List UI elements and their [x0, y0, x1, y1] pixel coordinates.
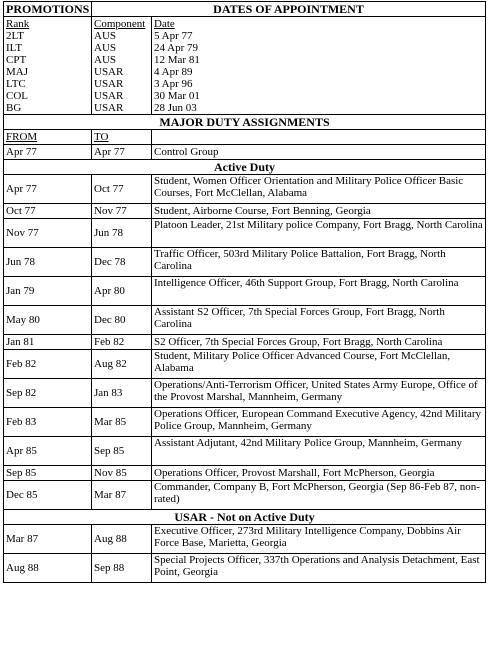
assignment-record	[3, 1, 485, 583]
active-duty-title: Active Duty	[4, 160, 486, 175]
to-header: TO	[92, 130, 152, 145]
assignment-desc: Executive Officer, 273rd Military Intelligence Company, Dobbins Air Force Base, Marietta, Georgia	[152, 525, 486, 554]
assignment-from: Jun 78	[4, 248, 92, 277]
component-cell: USAR	[94, 102, 124, 114]
assignment-desc: Traffic Officer, 503rd Military Police Battalion, Fort Bragg, North Carolina	[152, 248, 486, 277]
assignment-to: Dec 78	[92, 248, 152, 277]
assignment-from: Apr 77	[4, 175, 92, 204]
assignments-title: MAJOR DUTY ASSIGNMENTS	[4, 115, 486, 130]
date-cell: 3 Apr 96	[154, 78, 193, 90]
date-cell: 24 Apr 79	[154, 42, 198, 54]
usar-title: USAR - Not on Active Duty	[4, 510, 486, 525]
rank-cell: COL	[6, 90, 28, 102]
assignment-from: Aug 88	[4, 554, 92, 583]
assignment-to: Aug 82	[92, 350, 152, 379]
component-cell: USAR	[94, 78, 124, 90]
date-cell: 28 Jun 03	[154, 102, 197, 114]
rank-cell: 2LT	[6, 30, 24, 42]
assignment-desc: Assistant S2 Officer, 7th Special Forces Group, Fort Bragg, North Carolina	[152, 306, 486, 335]
assignment-from: Jan 81	[4, 335, 92, 350]
assignment-desc: Student, Military Police Officer Advanced Course, Fort McClellan, Alabama	[152, 350, 486, 379]
control-desc: Control Group	[152, 145, 486, 160]
component-cell: AUS	[94, 54, 117, 66]
rank-cell: LTC	[6, 78, 26, 90]
assignment-desc: Assistant Adjutant, 42nd Military Police Group, Mannheim, Germany	[152, 437, 486, 466]
component-cell: USAR	[94, 90, 124, 102]
component-header: Component	[94, 18, 146, 30]
date-header: Date	[154, 18, 175, 30]
assignment-from: May 80	[4, 306, 92, 335]
rank-header: Rank	[6, 18, 30, 30]
component-cell: AUS	[94, 42, 117, 54]
assignment-from: Apr 85	[4, 437, 92, 466]
assignment-from: Sep 85	[4, 466, 92, 481]
rank-cell: MAJ	[6, 66, 29, 78]
assignment-to: Apr 80	[92, 277, 152, 306]
assignment-to: Dec 80	[92, 306, 152, 335]
component-column	[92, 17, 152, 115]
assignment-from: Mar 87	[4, 525, 92, 554]
dates-title: DATES OF APPOINTMENT	[92, 2, 486, 17]
assignment-from: Feb 83	[4, 408, 92, 437]
date-column	[152, 17, 486, 115]
assignment-to: Sep 88	[92, 554, 152, 583]
assignment-to: Nov 85	[92, 466, 152, 481]
assignment-to: Jan 83	[92, 379, 152, 408]
assignment-desc: Student, Women Officer Orientation and Military Police Officer Basic Courses, Fort McClellan, Alabama	[152, 175, 486, 204]
assignment-from: Sep 82	[4, 379, 92, 408]
rank-cell: BG	[6, 102, 22, 114]
assignment-desc: Commander, Company B, Fort McPherson, Georgia (Sep 86-Feb 87, non-rated)	[152, 481, 486, 510]
assignment-to: Nov 77	[92, 204, 152, 219]
date-cell: 4 Apr 89	[154, 66, 193, 78]
assignment-from: Jan 79	[4, 277, 92, 306]
control-to: Apr 77	[92, 145, 152, 160]
assignment-to: Sep 85	[92, 437, 152, 466]
assignment-desc: S2 Officer, 7th Special Forces Group, Fort Bragg, North Carolina	[152, 335, 486, 350]
assignment-to: Oct 77	[92, 175, 152, 204]
assignment-from: Nov 77	[4, 219, 92, 248]
assignment-to: Mar 87	[92, 481, 152, 510]
assignment-from: Oct 77	[4, 204, 92, 219]
date-cell: 5 Apr 77	[154, 30, 193, 42]
assignment-desc: Student, Airborne Course, Fort Benning, Georgia	[152, 204, 486, 219]
record-table	[3, 1, 486, 583]
promotions-title: PROMOTIONS	[4, 2, 92, 17]
assignment-desc: Operations/Anti-Terrorism Officer, United States Army Europe, Office of the Provost Marshal, Mannheim, Germany	[152, 379, 486, 408]
header-spacer	[152, 130, 486, 145]
assignment-desc: Operations Officer, Provost Marshall, Fort McPherson, Georgia	[152, 466, 486, 481]
assignment-from: Feb 82	[4, 350, 92, 379]
assignment-desc: Special Projects Officer, 337th Operations and Analysis Detachment, East Point, Georgia	[152, 554, 486, 583]
assignment-to: Mar 85	[92, 408, 152, 437]
date-cell: 12 Mar 81	[154, 54, 200, 66]
rank-cell: ILT	[6, 42, 23, 54]
assignment-to: Jun 78	[92, 219, 152, 248]
rank-cell: CPT	[6, 54, 27, 66]
assignment-desc: Operations Officer, European Command Executive Agency, 42nd Military Police Group, Mannheim, Germany	[152, 408, 486, 437]
date-cell: 30 Mar 01	[154, 90, 200, 102]
component-cell: AUS	[94, 30, 117, 42]
from-header: FROM	[4, 130, 92, 145]
assignment-from: Dec 85	[4, 481, 92, 510]
rank-column	[4, 17, 92, 115]
control-from: Apr 77	[4, 145, 92, 160]
assignment-desc: Intelligence Officer, 46th Support Group, Fort Bragg, North Carolina	[152, 277, 486, 306]
assignment-to: Aug 88	[92, 525, 152, 554]
component-cell: USAR	[94, 66, 124, 78]
assignment-to: Feb 82	[92, 335, 152, 350]
assignment-desc: Platoon Leader, 21st Military police Company, Fort Bragg, North Carolina	[152, 219, 486, 248]
